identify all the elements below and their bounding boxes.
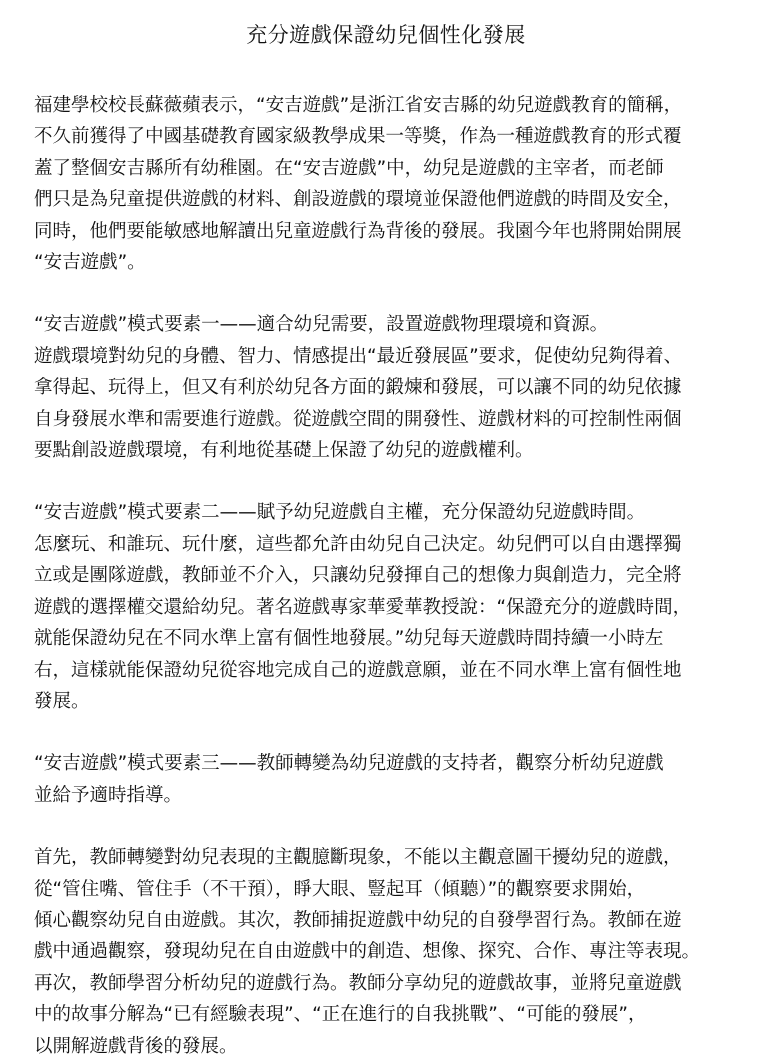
paragraph-line: 遊戲的選擇權交還給幼兒。著名遊戲專家華愛華教授說：“保證充分的遊戲時間， xyxy=(34,596,692,618)
paragraph-line: 遊戲環境對幼兒的身體、智力、情感提出“最近發展區”要求，促使幼兒夠得着、 xyxy=(34,345,683,367)
paragraph-line: 自身發展水準和需要進行遊戲。從遊戲空間的開發性、遊戲材料的可控制性兩個 xyxy=(34,408,682,430)
paragraph-line: 再次，教師學習分析幼兒的遊戲行為。教師分享幼兒的遊戲故事，並將兒童遊戲 xyxy=(34,972,682,994)
paragraph-line: 戲中通過觀察，發現幼兒在自由遊戲中的創造、想像、探究、合作、專注等表現。 xyxy=(34,941,701,963)
paragraph xyxy=(34,309,738,466)
paragraph-line: 不久前獲得了中國基礎教育國家級教學成果一等獎，作為一種遊戲教育的形式覆 xyxy=(34,126,682,148)
paragraph-line: 並給予適時指導。 xyxy=(34,784,183,806)
paragraph-line: “安吉遊戲”模式要素一——適合幼兒需要，設置遊戲物理環境和資源。 xyxy=(34,314,609,336)
paragraph xyxy=(34,90,738,278)
document-body xyxy=(34,90,738,1062)
paragraph-line: 要點創設遊戲環境，有利地從基礎上保證了幼兒的遊戲權利。 xyxy=(34,440,534,462)
paragraph-line: 從“管住嘴、管住手（不干預），睜大眼、豎起耳（傾聽）”的觀察要求開始， xyxy=(34,878,646,900)
paragraph-line: 傾心觀察幼兒自由遊戲。其次，教師捕捉遊戲中幼兒的自發學習行為。教師在遊 xyxy=(34,909,682,931)
paragraph-line: 們只是為兒童提供遊戲的材料、創設遊戲的環境並保證他們遊戲的時間及安全， xyxy=(34,189,682,211)
paragraph-line: 發展。 xyxy=(34,690,90,712)
paragraph-line: 拿得起、玩得上，但又有利於幼兒各方面的鍛煉和發展，可以讓不同的幼兒依據 xyxy=(34,377,682,399)
paragraph xyxy=(34,748,738,811)
paragraph-line: “安吉遊戲”。 xyxy=(34,252,146,274)
paragraph-line: 福建學校校長蘇薇蘋表示，“安吉遊戲”是浙江省安吉縣的幼兒遊戲教育的簡稱， xyxy=(34,95,683,116)
paragraph-line: 同時，他們要能敏感地解讀出兒童遊戲行為背後的發展。我園今年也將開始開展 xyxy=(34,220,682,242)
paragraph-line: 立或是團隊遊戲，教師並不介入，只讓幼兒發揮自己的想像力與創造力，完全將 xyxy=(34,565,682,587)
paragraph-line: 右，這樣就能保證幼兒從容地完成自己的遊戲意願，並在不同水準上富有個性地 xyxy=(34,659,682,681)
paragraph xyxy=(34,842,738,1062)
paragraph-line: 蓋了整個安吉縣所有幼稚園。在“安吉遊戲”中，幼兒是遊戲的主宰者，而老師 xyxy=(34,157,664,179)
paragraph-line: 就能保證幼兒在不同水準上富有個性地發展。”幼兒每天遊戲時間持續一小時左 xyxy=(34,628,664,650)
paragraph-line: 以開解遊戲背後的發展。 xyxy=(34,1035,238,1057)
paragraph-line: “安吉遊戲”模式要素三——教師轉變為幼兒遊戲的支持者，觀察分析幼兒遊戲 xyxy=(34,753,664,775)
paragraph xyxy=(34,497,738,717)
paragraph-line: 中的故事分解為“已有經驗表現”、“正在進行的自我挑戰”、“可能的發展”， xyxy=(34,1004,647,1026)
paragraph-line: 怎麼玩、和誰玩、玩什麼，這些都允許由幼兒自己決定。幼兒們可以自由選擇獨 xyxy=(34,533,682,555)
document-title: 充分遊戲保證幼兒個性化發展 xyxy=(246,23,526,47)
paragraph-line: “安吉遊戲”模式要素二——賦予幼兒遊戲自主權，充分保證幼兒遊戲時間。 xyxy=(34,502,646,524)
paragraph-line: 首先，教師轉變對幼兒表現的主觀臆斷現象，不能以主觀意圖干擾幼兒的遊戲， xyxy=(34,847,682,869)
